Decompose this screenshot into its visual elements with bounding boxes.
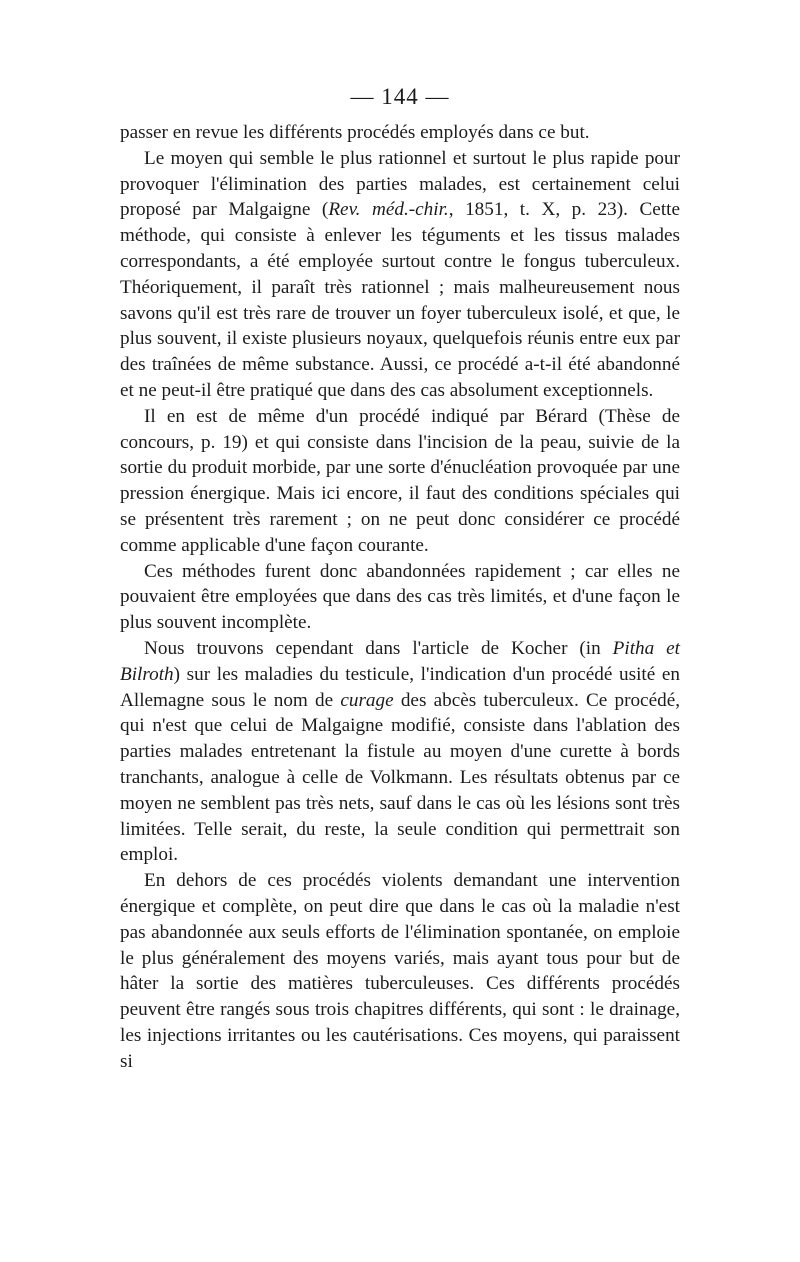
italic-term: curage (340, 689, 394, 711)
paragraph (120, 146, 680, 404)
text-run: Ces méthodes furent donc abandonnées rapidement ; car elles ne pouvaient être employées que dans des cas très limités, et d'une façon le plus souvent incomplète. (120, 560, 680, 634)
work-citation: Pitha et Bilroth (120, 637, 680, 685)
text-run: Il en est de même d'un procédé indiqué par Bérard (Thèse de concours, p. 19) et qui consiste dans l'incision de la peau, suivie de la sortie du produit morbide, par une sorte d'énucléation provoquée par une pression énergique. Mais ici encore, il faut des conditions spéciales qui se présentent très rarement ; on ne peut donc considérer ce procédé comme applicable d'une façon courante. (120, 405, 680, 556)
paragraph (120, 404, 680, 559)
journal-citation: Rev. méd.-chir. (328, 199, 449, 221)
paragraph (120, 636, 680, 868)
paragraph (120, 868, 680, 1074)
text-run: En dehors de ces procédés violents demandant une intervention énergique et complète, on peut dire que dans le cas où la maladie n'est pas abandonnée aux seuls efforts de l'élimination spontanée, on emploie le plus généralement des moyens variés, mais ayant tous pour but de hâter la sortie des matières tuberculeuses. Ces différents procédés peuvent être rangés sous trois chapitres différents, qui sont : le drainage, les injections irritantes ou les cautérisations. Ces moyens, qui paraissent si (120, 870, 680, 1072)
text-run: , 1851, t. X, p. 23). Cette méthode, qui consiste à enlever les téguments et les tissus malades correspondants, a été employée surtout contre le fongus tuberculeux. Théoriquement, il paraît très rationnel ; mais malheureusement nous savons qu'il est très rare de trouver un foyer tuberculeux isolé, et que, le plus souvent, il existe plusieurs noyaux, quelquefois réunis entre eux par des traînées de même substance. Aussi, ce procédé a-t-il été abandonné et ne peut-il être pratiqué que dans des cas absolument exceptionnels. (120, 199, 680, 401)
page-number: — 144 — (350, 84, 450, 109)
text-run: passer en revue les différents procédés employés dans ce but. (120, 122, 590, 143)
text-run: Le moyen qui semble le plus rationnel et surtout le plus rapide pour provoquer l'élimination des parties malades, est certainement celui proposé par Malgaigne ( (120, 147, 680, 221)
text-run: ) sur les maladies du testicule, l'indication d'un procédé usité en Allemagne sous le nom de (120, 663, 680, 711)
paragraph (120, 120, 680, 146)
body-text (120, 120, 680, 1074)
paragraph (120, 559, 680, 636)
text-run: des abcès tuberculeux. Ce procédé, qui n'est que celui de Malgaigne modifié, consiste dans l'ablation des parties malades entretenant la fistule au moyen d'une curette à bords tranchants, analogue à celle de Volkmann. Les résultats obtenus par ce moyen ne semblent pas très nets, sauf dans le cas où les lésions sont très limitées. Telle serait, du reste, la seule condition qui permettrait son emploi. (120, 689, 681, 866)
text-run: Nous trouvons cependant dans l'article de Kocher (in (144, 637, 613, 659)
